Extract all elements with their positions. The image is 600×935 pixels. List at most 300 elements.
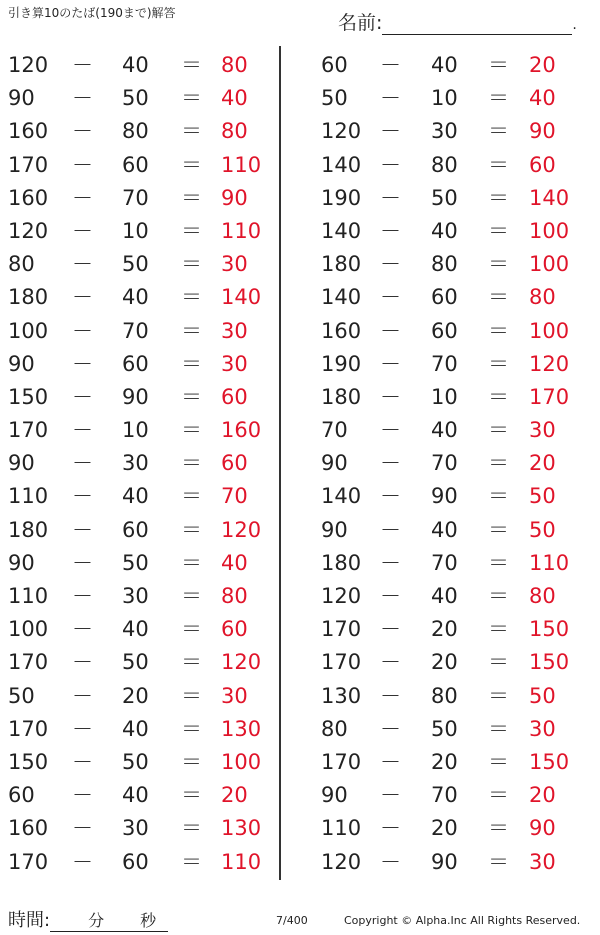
equals-sign: ＝ bbox=[488, 584, 509, 608]
problem-row bbox=[0, 115, 279, 148]
minuend: 170 bbox=[321, 749, 362, 774]
equals-sign: ＝ bbox=[488, 749, 509, 774]
subtrahend: 40 bbox=[122, 285, 149, 310]
answer: 80 bbox=[221, 53, 248, 77]
minuend: 90 bbox=[321, 517, 348, 542]
equals-sign: ＝ bbox=[181, 351, 202, 376]
minuend: 190 bbox=[321, 351, 362, 376]
problem-row bbox=[281, 779, 600, 812]
answer: 170 bbox=[529, 384, 570, 409]
minus-sign: － bbox=[380, 252, 401, 277]
equals-sign: ＝ bbox=[181, 318, 202, 343]
time-label: 時間: bbox=[8, 910, 51, 931]
subtrahend: 40 bbox=[431, 218, 458, 243]
seconds-label: 秒 bbox=[140, 911, 157, 930]
minuend: 120 bbox=[321, 849, 362, 874]
subtrahend: 70 bbox=[122, 185, 149, 210]
subtrahend: 70 bbox=[431, 451, 458, 476]
answer: 60 bbox=[221, 384, 248, 409]
minus-sign: － bbox=[72, 53, 93, 77]
answer: 120 bbox=[221, 517, 262, 542]
answer: 110 bbox=[221, 152, 262, 177]
problem-row bbox=[0, 315, 279, 348]
answer: 90 bbox=[529, 816, 556, 841]
equals-sign: ＝ bbox=[181, 285, 202, 310]
minus-sign: － bbox=[72, 683, 93, 708]
minus-sign: － bbox=[380, 384, 401, 409]
equals-sign: ＝ bbox=[488, 53, 509, 77]
subtrahend: 40 bbox=[122, 716, 149, 741]
minuend: 160 bbox=[8, 185, 49, 210]
problem-row bbox=[0, 480, 279, 513]
minus-sign: － bbox=[380, 285, 401, 310]
subtrahend: 80 bbox=[122, 119, 149, 144]
subtrahend: 40 bbox=[122, 53, 149, 77]
minus-sign: － bbox=[72, 86, 93, 111]
equals-sign: ＝ bbox=[181, 152, 202, 177]
equals-sign: ＝ bbox=[181, 218, 202, 243]
minus-sign: － bbox=[380, 584, 401, 608]
minuend: 90 bbox=[8, 351, 35, 376]
equals-sign: ＝ bbox=[181, 650, 202, 675]
minuend: 160 bbox=[321, 318, 362, 343]
problem-row bbox=[0, 746, 279, 779]
minuend: 170 bbox=[321, 617, 362, 642]
minus-sign: － bbox=[72, 185, 93, 210]
answer: 30 bbox=[529, 849, 556, 874]
minuend: 170 bbox=[8, 849, 49, 874]
subtrahend: 20 bbox=[431, 816, 458, 841]
answer: 30 bbox=[529, 716, 556, 741]
answer: 50 bbox=[529, 517, 556, 542]
problem-row bbox=[281, 646, 600, 679]
minus-sign: － bbox=[380, 650, 401, 675]
subtrahend: 70 bbox=[431, 550, 458, 575]
subtrahend: 40 bbox=[431, 517, 458, 542]
equals-sign: ＝ bbox=[488, 119, 509, 144]
equals-sign: ＝ bbox=[181, 119, 202, 144]
equals-sign: ＝ bbox=[488, 783, 509, 808]
problem-row bbox=[281, 580, 600, 613]
equals-sign: ＝ bbox=[488, 484, 509, 509]
problem-row bbox=[281, 49, 600, 82]
minus-sign: － bbox=[72, 285, 93, 310]
problem-column-left bbox=[0, 49, 279, 879]
problem-row bbox=[0, 149, 279, 182]
equals-sign: ＝ bbox=[488, 816, 509, 841]
time-field bbox=[8, 906, 168, 932]
minuend: 120 bbox=[321, 119, 362, 144]
subtrahend: 90 bbox=[122, 384, 149, 409]
problem-row bbox=[0, 49, 279, 82]
answer: 90 bbox=[221, 185, 248, 210]
worksheet-title: 引き算10のたば(190まで)解答 bbox=[8, 6, 176, 20]
minus-sign: － bbox=[380, 816, 401, 841]
minus-sign: － bbox=[72, 484, 93, 509]
answer: 20 bbox=[221, 783, 248, 808]
minus-sign: － bbox=[380, 53, 401, 77]
equals-sign: ＝ bbox=[488, 218, 509, 243]
equals-sign: ＝ bbox=[488, 451, 509, 476]
minuend: 140 bbox=[321, 152, 362, 177]
minus-sign: － bbox=[72, 318, 93, 343]
name-field bbox=[338, 8, 577, 35]
answer: 160 bbox=[221, 418, 262, 443]
minuend: 180 bbox=[321, 550, 362, 575]
subtrahend: 50 bbox=[122, 86, 149, 111]
minus-sign: － bbox=[380, 451, 401, 476]
minuend: 190 bbox=[321, 185, 362, 210]
equals-sign: ＝ bbox=[488, 285, 509, 310]
problem-row bbox=[281, 746, 600, 779]
equals-sign: ＝ bbox=[488, 716, 509, 741]
minus-sign: － bbox=[380, 152, 401, 177]
answer: 150 bbox=[529, 650, 570, 675]
problem-row bbox=[0, 348, 279, 381]
minuend: 170 bbox=[8, 650, 49, 675]
subtrahend: 50 bbox=[431, 716, 458, 741]
problem-row bbox=[0, 447, 279, 480]
subtrahend: 20 bbox=[431, 617, 458, 642]
problem-row bbox=[281, 182, 600, 215]
answer: 30 bbox=[221, 683, 248, 708]
answer: 150 bbox=[529, 749, 570, 774]
equals-sign: ＝ bbox=[488, 351, 509, 376]
answer: 70 bbox=[221, 484, 248, 509]
equals-sign: ＝ bbox=[488, 152, 509, 177]
problem-row bbox=[281, 115, 600, 148]
problem-row bbox=[0, 547, 279, 580]
equals-sign: ＝ bbox=[181, 53, 202, 77]
problem-row bbox=[281, 846, 600, 879]
subtrahend: 80 bbox=[431, 683, 458, 708]
minus-sign: － bbox=[380, 550, 401, 575]
minuend: 90 bbox=[8, 86, 35, 111]
answer: 20 bbox=[529, 783, 556, 808]
subtrahend: 20 bbox=[122, 683, 149, 708]
problem-row bbox=[281, 414, 600, 447]
problem-row bbox=[281, 680, 600, 713]
minus-sign: － bbox=[380, 86, 401, 111]
subtrahend: 70 bbox=[431, 783, 458, 808]
subtrahend: 10 bbox=[122, 218, 149, 243]
subtrahend: 60 bbox=[431, 285, 458, 310]
problem-row bbox=[0, 182, 279, 215]
minuend: 160 bbox=[8, 816, 49, 841]
minus-sign: － bbox=[72, 351, 93, 376]
subtrahend: 50 bbox=[431, 185, 458, 210]
minus-sign: － bbox=[72, 716, 93, 741]
answer: 20 bbox=[529, 451, 556, 476]
subtrahend: 90 bbox=[431, 484, 458, 509]
answer: 60 bbox=[221, 617, 248, 642]
minuend: 170 bbox=[8, 716, 49, 741]
minus-sign: － bbox=[380, 484, 401, 509]
minus-sign: － bbox=[380, 218, 401, 243]
problem-row bbox=[0, 381, 279, 414]
minuend: 150 bbox=[8, 384, 49, 409]
minuend: 90 bbox=[321, 451, 348, 476]
subtrahend: 20 bbox=[431, 650, 458, 675]
equals-sign: ＝ bbox=[488, 650, 509, 675]
equals-sign: ＝ bbox=[488, 418, 509, 443]
minuend: 60 bbox=[321, 53, 348, 77]
subtrahend: 70 bbox=[431, 351, 458, 376]
minus-sign: － bbox=[72, 783, 93, 808]
minuend: 120 bbox=[8, 53, 49, 77]
problem-row bbox=[281, 547, 600, 580]
minuend: 120 bbox=[321, 584, 362, 608]
answer: 80 bbox=[529, 584, 556, 608]
minuend: 180 bbox=[321, 252, 362, 277]
equals-sign: ＝ bbox=[488, 517, 509, 542]
page-number: 7/400 bbox=[276, 914, 308, 927]
name-blank-line bbox=[382, 16, 572, 35]
problem-row bbox=[281, 381, 600, 414]
minuend: 80 bbox=[8, 252, 35, 277]
equals-sign: ＝ bbox=[181, 86, 202, 111]
name-dot: . bbox=[572, 17, 577, 33]
subtrahend: 60 bbox=[122, 849, 149, 874]
minus-sign: － bbox=[72, 584, 93, 608]
answer: 20 bbox=[529, 53, 556, 77]
minuend: 180 bbox=[8, 517, 49, 542]
equals-sign: ＝ bbox=[181, 517, 202, 542]
answer: 80 bbox=[221, 119, 248, 144]
answer: 120 bbox=[221, 650, 262, 675]
equals-sign: ＝ bbox=[181, 716, 202, 741]
minus-sign: － bbox=[72, 119, 93, 144]
answer: 40 bbox=[221, 550, 248, 575]
minuend: 90 bbox=[8, 451, 35, 476]
subtrahend: 30 bbox=[122, 584, 149, 608]
minus-sign: － bbox=[380, 783, 401, 808]
minuend: 170 bbox=[321, 650, 362, 675]
answer: 30 bbox=[221, 252, 248, 277]
answer: 60 bbox=[529, 152, 556, 177]
minus-sign: － bbox=[380, 185, 401, 210]
problem-row bbox=[281, 514, 600, 547]
problem-row bbox=[0, 82, 279, 115]
answer: 120 bbox=[529, 351, 570, 376]
minus-sign: － bbox=[72, 384, 93, 409]
minus-sign: － bbox=[380, 318, 401, 343]
subtrahend: 70 bbox=[122, 318, 149, 343]
minus-sign: － bbox=[72, 617, 93, 642]
problem-row bbox=[281, 480, 600, 513]
subtrahend: 50 bbox=[122, 650, 149, 675]
minus-sign: － bbox=[72, 252, 93, 277]
minus-sign: － bbox=[380, 418, 401, 443]
subtrahend: 90 bbox=[431, 849, 458, 874]
equals-sign: ＝ bbox=[488, 384, 509, 409]
answer: 130 bbox=[221, 816, 262, 841]
minus-sign: － bbox=[380, 749, 401, 774]
subtrahend: 60 bbox=[122, 517, 149, 542]
equals-sign: ＝ bbox=[181, 584, 202, 608]
minuend: 100 bbox=[8, 617, 49, 642]
answer: 40 bbox=[529, 86, 556, 111]
minus-sign: － bbox=[72, 816, 93, 841]
copyright-notice: Copyright © Alpha.Inc All Rights Reserved. bbox=[344, 914, 581, 927]
problem-row bbox=[281, 215, 600, 248]
minuend: 140 bbox=[321, 285, 362, 310]
problem-row bbox=[281, 281, 600, 314]
subtrahend: 40 bbox=[431, 418, 458, 443]
problem-row bbox=[281, 82, 600, 115]
subtrahend: 10 bbox=[122, 418, 149, 443]
equals-sign: ＝ bbox=[488, 318, 509, 343]
minuend: 70 bbox=[321, 418, 348, 443]
answer: 40 bbox=[221, 86, 248, 111]
equals-sign: ＝ bbox=[181, 384, 202, 409]
answer: 30 bbox=[529, 418, 556, 443]
minuend: 100 bbox=[8, 318, 49, 343]
equals-sign: ＝ bbox=[488, 252, 509, 277]
minuend: 60 bbox=[8, 783, 35, 808]
answer: 50 bbox=[529, 484, 556, 509]
problem-row bbox=[281, 613, 600, 646]
minutes-label: 分 bbox=[88, 911, 105, 930]
problem-row bbox=[0, 646, 279, 679]
equals-sign: ＝ bbox=[181, 749, 202, 774]
equals-sign: ＝ bbox=[181, 550, 202, 575]
minuend: 180 bbox=[8, 285, 49, 310]
minuend: 180 bbox=[321, 384, 362, 409]
subtrahend: 40 bbox=[122, 783, 149, 808]
problem-row bbox=[0, 779, 279, 812]
minus-sign: － bbox=[380, 517, 401, 542]
minuend: 110 bbox=[321, 816, 362, 841]
answer: 100 bbox=[529, 252, 570, 277]
equals-sign: ＝ bbox=[488, 617, 509, 642]
problem-row bbox=[281, 149, 600, 182]
equals-sign: ＝ bbox=[181, 849, 202, 874]
subtrahend: 10 bbox=[431, 384, 458, 409]
equals-sign: ＝ bbox=[181, 185, 202, 210]
minuend: 90 bbox=[321, 783, 348, 808]
minus-sign: － bbox=[72, 550, 93, 575]
answer: 100 bbox=[529, 318, 570, 343]
subtrahend: 40 bbox=[431, 584, 458, 608]
minuend: 160 bbox=[8, 119, 49, 144]
subtrahend: 80 bbox=[431, 152, 458, 177]
equals-sign: ＝ bbox=[181, 418, 202, 443]
answer: 30 bbox=[221, 351, 248, 376]
answer: 60 bbox=[221, 451, 248, 476]
subtrahend: 60 bbox=[122, 351, 149, 376]
time-blank-line bbox=[50, 911, 168, 932]
equals-sign: ＝ bbox=[488, 849, 509, 874]
problem-row bbox=[0, 613, 279, 646]
minus-sign: － bbox=[72, 749, 93, 774]
answer: 150 bbox=[529, 617, 570, 642]
subtrahend: 40 bbox=[122, 617, 149, 642]
problem-row bbox=[0, 248, 279, 281]
problem-row bbox=[281, 348, 600, 381]
answer: 130 bbox=[221, 716, 262, 741]
minus-sign: － bbox=[72, 218, 93, 243]
subtrahend: 40 bbox=[431, 53, 458, 77]
subtrahend: 50 bbox=[122, 749, 149, 774]
subtrahend: 60 bbox=[122, 152, 149, 177]
answer: 140 bbox=[529, 185, 570, 210]
minuend: 90 bbox=[8, 550, 35, 575]
minus-sign: － bbox=[72, 418, 93, 443]
minuend: 140 bbox=[321, 484, 362, 509]
problem-row bbox=[0, 680, 279, 713]
answer: 110 bbox=[221, 849, 262, 874]
answer: 50 bbox=[529, 683, 556, 708]
name-label: 名前: bbox=[338, 12, 383, 34]
equals-sign: ＝ bbox=[181, 783, 202, 808]
answer: 80 bbox=[221, 584, 248, 608]
problem-row bbox=[281, 713, 600, 746]
minuend: 120 bbox=[8, 218, 49, 243]
equals-sign: ＝ bbox=[181, 816, 202, 841]
minus-sign: － bbox=[380, 351, 401, 376]
equals-sign: ＝ bbox=[181, 617, 202, 642]
equals-sign: ＝ bbox=[488, 86, 509, 111]
equals-sign: ＝ bbox=[488, 683, 509, 708]
minuend: 130 bbox=[321, 683, 362, 708]
subtrahend: 50 bbox=[122, 550, 149, 575]
minus-sign: － bbox=[72, 517, 93, 542]
answer: 140 bbox=[221, 285, 262, 310]
subtrahend: 30 bbox=[122, 451, 149, 476]
minus-sign: － bbox=[380, 617, 401, 642]
problem-row bbox=[281, 812, 600, 845]
problem-row bbox=[0, 580, 279, 613]
minuend: 50 bbox=[321, 86, 348, 111]
problem-row bbox=[0, 812, 279, 845]
answer: 80 bbox=[529, 285, 556, 310]
minuend: 170 bbox=[8, 418, 49, 443]
problem-row bbox=[0, 414, 279, 447]
minuend: 50 bbox=[8, 683, 35, 708]
problem-row bbox=[0, 846, 279, 879]
problem-row bbox=[281, 315, 600, 348]
minus-sign: － bbox=[380, 716, 401, 741]
problem-row bbox=[0, 713, 279, 746]
subtrahend: 30 bbox=[431, 119, 458, 144]
problem-column-right bbox=[281, 49, 600, 879]
minus-sign: － bbox=[72, 849, 93, 874]
minuend: 80 bbox=[321, 716, 348, 741]
minus-sign: － bbox=[380, 119, 401, 144]
minuend: 170 bbox=[8, 152, 49, 177]
minuend: 150 bbox=[8, 749, 49, 774]
answer: 110 bbox=[529, 550, 570, 575]
subtrahend: 40 bbox=[122, 484, 149, 509]
problem-row bbox=[281, 447, 600, 480]
minus-sign: － bbox=[72, 152, 93, 177]
answer: 90 bbox=[529, 119, 556, 144]
problem-row bbox=[0, 281, 279, 314]
minus-sign: － bbox=[72, 451, 93, 476]
subtrahend: 80 bbox=[431, 252, 458, 277]
equals-sign: ＝ bbox=[181, 683, 202, 708]
minuend: 110 bbox=[8, 484, 49, 509]
equals-sign: ＝ bbox=[488, 550, 509, 575]
problem-row bbox=[281, 248, 600, 281]
equals-sign: ＝ bbox=[181, 484, 202, 509]
subtrahend: 20 bbox=[431, 749, 458, 774]
equals-sign: ＝ bbox=[181, 252, 202, 277]
problem-row bbox=[0, 514, 279, 547]
answer: 100 bbox=[529, 218, 570, 243]
subtrahend: 50 bbox=[122, 252, 149, 277]
